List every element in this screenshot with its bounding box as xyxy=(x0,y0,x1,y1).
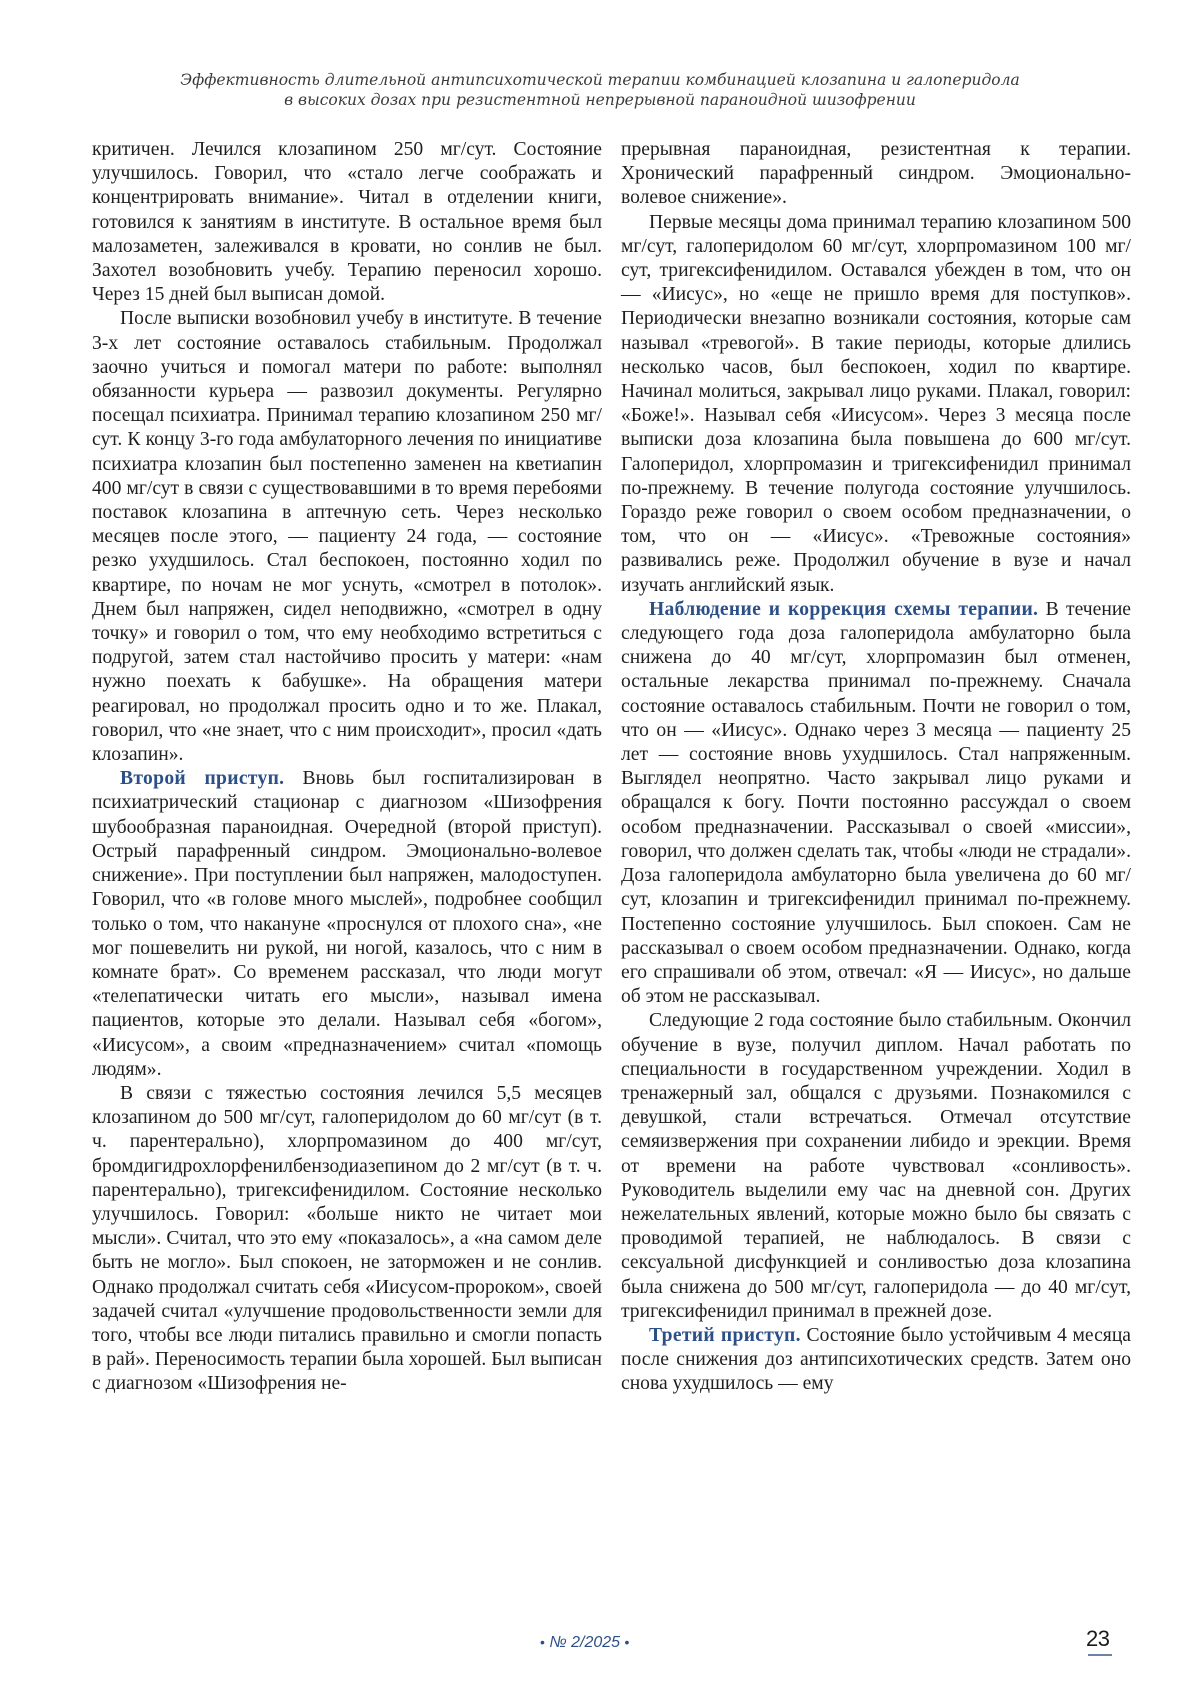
paragraph: В связи с тяжестью состояния лечился 5,5 месяцев клозапином до 500 мг/сут, галоперидолом до 60 мг/сут (в т. ч. парентерально), хлорпромазином до 400 мг/сут, бромдигидрохлорфенилбензодиазепином до 2 мг/сут (в т. ч. парентерально), тригексифенидилом. Состояние несколько улучшилось. Говорил: «больше никто не читает мои мысли». Считал, что это ему «показалось», а «на самом деле быть не могло». Был спокоен, не заторможен и не сонлив. Однако продолжал считать себя «Иисусом-пророком», своей задачей считал «улучшение продовольственности земли для того, чтобы все люди питались правильно и смогли попасть в рай». Переносимость терапии была хорошей. Был выписан с диагнозом «Шизофрения не- xyxy=(92,1082,602,1395)
bullet-icon: • xyxy=(540,1634,545,1650)
section-heading-third-attack: Третий приступ. xyxy=(649,1324,801,1346)
section-paragraph-third-attack xyxy=(621,1324,1131,1397)
running-head xyxy=(0,70,1200,110)
paragraph: критичен. Лечился клозапином 250 мг/сут. Состояние улучшилось. Говорил, что «стало легче соображать и концентрировать внимание». Читал в отделении книги, готовился к занятиям в институте. В остальное время был малозаметен, залеживался в кровати, но сонлив не был. Захотел возобновить учебу. Терапию переносил хорошо. Через 15 дней был выписан домой. xyxy=(92,139,602,306)
paragraph: Первые месяцы дома принимал терапию клозапином 500 мг/сут, галоперидолом 60 мг/сут, хлорпромазином 100 мг/сут, тригексифенидилом. Оставался убежден в том, что он — «Иисус», но «еще не пришло время для поступков». Периодически внезапно возникали состояния, которые сам называл «тревогой». В такие периоды, которые длились несколько часов, был беспокоен, ходил по квартире. Начинал молиться, закрывал лицо руками. Плакал, говорил: «Боже!». Называл себя «Иисусом». Через 3 месяца после выписки доза клозапина была повышена до 600 мг/сут. Галоперидол, хлорпромазин и тригексифенидил принимал по-прежнему. В течение полугода состояние улучшилось. Гораздо реже говорил о своем особом предназначении, о том, что он — «Иисус». «Тревожные состояния» развивались реже. Продолжил обучение в вузе и начал изучать английский язык. xyxy=(621,211,1131,596)
running-head-line-2: в высоких дозах при резистентной непрерывной параноидной шизофрении xyxy=(284,91,916,109)
paragraph-text: Состояние было устойчивым 4 месяца после снижения доз антипсихотических средств. Затем оно снова ухудшилось — ему xyxy=(621,1324,1131,1395)
page-number: 23 xyxy=(1086,1626,1110,1651)
paragraph-text: Вновь был госпитализирован в психиатрический стационар с диагнозом «Шизофрения шубообразная параноидная. Очередной (второй приступ). Острый парафренный синдром. Эмоционально-волевое снижение». При поступлении был напряжен, малодоступен. Говорил, что «в голове много мыслей», подробнее сообщил только о том, что накануне «проснулся от плохого сна», «не мог пошевелить ни рукой, ни ногой, казалось, что с ним в комнате брат». Со временем рассказал, что люди могут «телепатически читать его мысли», называл имена пациентов, которые это делали. Называл себя «богом», «Иисусом», а своим «предназначением» считал «помощь людям». xyxy=(92,768,603,1080)
running-head-line-1: Эффективность длительной антипсихотической терапии комбинацией клозапина и галоперидола xyxy=(180,71,1020,89)
left-column xyxy=(92,138,602,1397)
section-paragraph-observation xyxy=(621,598,1131,1009)
section-heading-second-attack: Второй приступ. xyxy=(120,768,285,790)
paragraph-text: В течение следующего года доза галоперидола амбулаторно была снижена до 40 мг/сут, хлорпромазин был отменен, остальные лекарства принимал по-прежнему. Сначала состояние оставалось стабильным. Почти не говорил о том, что он — «Иисус». Однако через 3 месяца — пациенту 25 лет — состояние вновь ухудшилось. Стал напряженным. Выглядел неопрятно. Часто закрывал лицо руками и обращался к богу. Почти постоянно рассуждал о своем особом предназначении. Рассказывал о своей «миссии», говорил, что должен сделать так, чтобы «люди не страдали». Доза галоперидола амбулаторно была увеличена до 60 мг/сут, клозапин и тригексифенидил принимал по-прежнему. Постепенно состояние улучшилось. Был спокоен. Сам не рассказывал о своем особом предназначении. Однако, когда его спрашивали об этом, отвечал: «Я — Иисус», но дальше об этом не рассказывал. xyxy=(621,598,1131,1008)
right-column xyxy=(621,138,1131,1397)
paragraph: Следующие 2 года состояние было стабильным. Окончил обучение в вузе, получил диплом. Начал работать по специальности в государственном учреждении. Ходил в тренажерный зал, общался с друзьями. Познакомился с девушкой, стали встречаться. Отмечал отсутствие семяизвержения при сохранении либидо и эрекции. Время от времени на работе чувствовал «сонливость». Руководитель выделили ему час на дневной сон. Других нежелательных явлений, которые можно было бы связать с проводимой терапией, не наблюдалось. В связи с сексуальной дисфункцией и сонливостью доза клозапина была снижена до 500 мг/сут, галоперидола — до 40 мг/сут, тригексифенидил принимал в прежней дозе. xyxy=(621,1010,1131,1322)
bullet-icon: • xyxy=(624,1634,630,1650)
page-number-underline xyxy=(1088,1654,1112,1656)
section-heading-observation: Наблюдение и коррекция схемы терапии. xyxy=(649,598,1039,620)
paragraph: После выписки возобновил учебу в институте. В течение 3-х лет состояние оставалось стабильным. Продолжал заочно учиться и помогал матери по работе: выполнял обязанности курьера — развозил документы. Регулярно посещал психиатра. Принимал терапию клозапином 250 мг/сут. К концу 3-го года амбулаторного лечения по инициативе психиатра клозапин был постепенно заменен на кветиапин 400 мг/сут в связи с существовавшими в то время перебоями поставок клозапина в аптечную сеть. Через несколько месяцев после этого, — пациенту 24 года, — состояние резко ухудшилось. Стал беспокоен, постоянно ходил по квартире, по ночам не мог уснуть, «смотрел в потолок». Днем был напряжен, сидел неподвижно, «смотрел в одну точку» и говорил о том, что ему необходимо встретиться с подругой, затем стал настойчиво просить у матери: «нам нужно поехать к бабушке». На обращения матери реагировал, но продолжал просить одно и то же. Плакал, говорил, что «не знает, что с ним происходит», просил «дать клозапин». xyxy=(92,308,602,766)
issue-number: № 2/2025 xyxy=(549,1634,621,1651)
section-paragraph-second-attack xyxy=(92,767,602,1082)
journal-issue xyxy=(540,1634,629,1652)
paragraph: прерывная параноидная, резистентная к терапии. Хронический парафренный синдром. Эмоционально-волевое снижение». xyxy=(621,139,1131,209)
